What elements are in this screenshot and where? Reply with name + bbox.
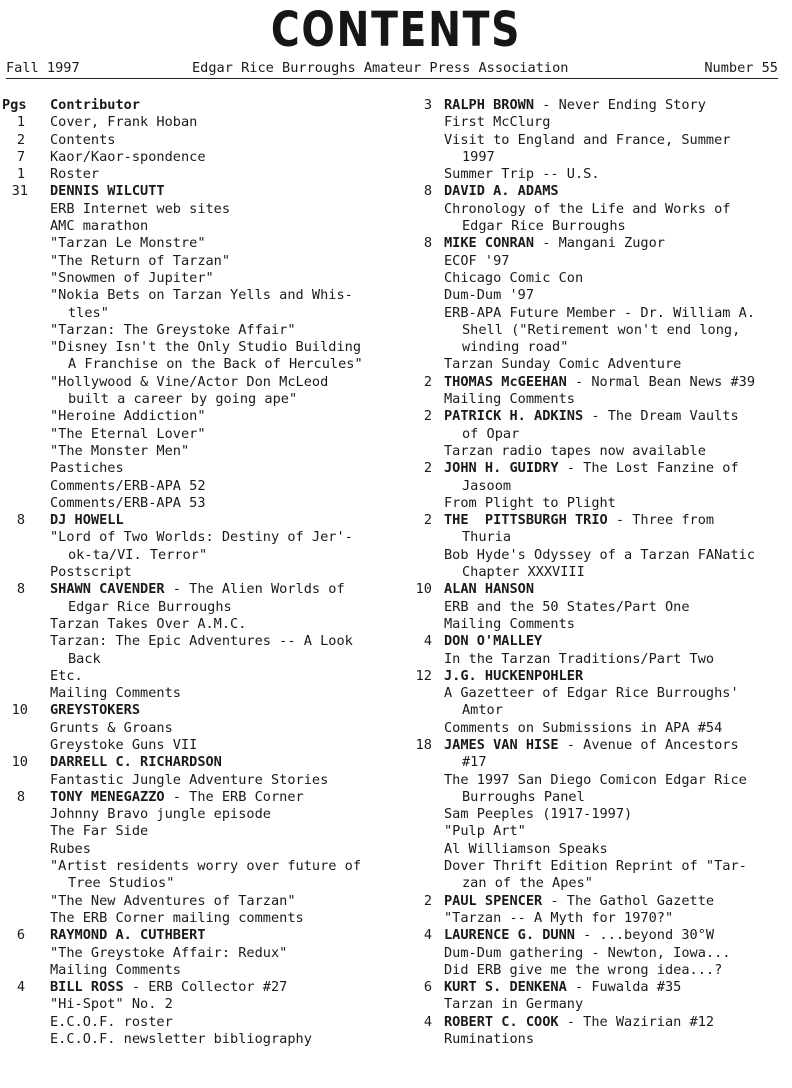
- contributor-name: DON O'MALLEY: [444, 633, 543, 650]
- item-title: Mailing Comments: [50, 685, 181, 702]
- entry-heading: [444, 374, 790, 391]
- contents-line-row: [6, 564, 390, 581]
- page-count: 3: [423, 97, 432, 113]
- zine-title: - Avenue of Ancestors: [558, 736, 739, 753]
- contents-entry-row: [6, 581, 390, 598]
- contributor-name: DENNIS WILCUTT: [50, 183, 165, 200]
- contents-line-row: [6, 720, 390, 737]
- contents-line-row: [6, 737, 390, 754]
- item-title: Johnny Bravo jungle episode: [50, 806, 271, 823]
- contents-entry-row: [402, 1014, 790, 1031]
- contents-line-row: [6, 408, 390, 425]
- page-count: 18: [415, 736, 432, 753]
- contents-line-row: [402, 132, 790, 149]
- contents-line-row: [402, 858, 790, 875]
- contributor-name: BILL ROSS: [50, 979, 124, 996]
- page-count: 8: [423, 235, 432, 252]
- item-title: In the Tarzan Traditions/Part Two: [444, 650, 715, 667]
- item-title: Etc.: [50, 667, 83, 684]
- contents-line-row: [6, 253, 390, 270]
- item-title: Kaor/Kaor-spondence: [50, 148, 206, 165]
- contributor-name: J.G. HUCKENPOHLER: [444, 667, 584, 684]
- issue-date: Fall 1997: [6, 60, 80, 76]
- contents-line-row: [6, 391, 390, 408]
- item-title: From Plight to Plight: [444, 494, 616, 511]
- contents-line-row: [402, 875, 790, 892]
- contents-line-row: [402, 823, 790, 840]
- contents-entry-row: [6, 702, 390, 719]
- contents-line-row: [402, 702, 790, 719]
- contributor-name: SHAWN CAVENDER: [50, 581, 165, 598]
- item-title: Dover Thrift Edition Reprint of "Tar-: [444, 858, 747, 875]
- contents-line-row: [6, 356, 390, 373]
- contents-entry-row: [402, 512, 790, 529]
- contents-line-row: [402, 339, 790, 356]
- contributor-name: JOHN H. GUIDRY: [444, 460, 559, 477]
- item-title: Roster: [50, 166, 100, 183]
- entry-heading: [444, 979, 790, 996]
- contents-line-row: [6, 426, 390, 443]
- contents-line-row: [6, 599, 390, 616]
- item-title: Cover, Frank Hoban: [50, 114, 198, 131]
- contents-line-row: [6, 910, 390, 927]
- item-title: "The Greystoke Affair: Redux": [50, 944, 288, 961]
- page-count: 1: [16, 166, 25, 183]
- contents-entry-row: [6, 132, 390, 149]
- page-count: 6: [16, 927, 25, 944]
- page-count: 10: [415, 581, 432, 598]
- contents-line-row: [402, 841, 790, 858]
- item-title: "Hollywood & Vine/Actor Don McLeod: [50, 373, 329, 390]
- issue-number: Number 55: [704, 60, 778, 76]
- zine-title: - Three from: [607, 512, 715, 529]
- item-title: tles": [68, 304, 109, 321]
- contents-line-row: [6, 1014, 390, 1031]
- organization-name: Edgar Rice Burroughs Amateur Press Association: [192, 60, 569, 76]
- contents-line-row: [6, 547, 390, 564]
- item-title: Visit to England and France, Summer: [444, 131, 731, 148]
- contents-line-row: [6, 823, 390, 840]
- contents-entry-row: [402, 460, 790, 477]
- entry-heading: [444, 235, 790, 252]
- page-count: 2: [423, 460, 432, 477]
- item-title: Back: [68, 650, 101, 667]
- item-title: "Nokia Bets on Tarzan Yells and Whis-: [50, 287, 353, 304]
- item-title: "Tarzan Le Monstre": [50, 235, 206, 252]
- item-title: Ruminations: [444, 1031, 535, 1048]
- item-title: A Franchise on the Back of Hercules": [68, 356, 363, 373]
- contents-line-row: [402, 789, 790, 806]
- entry-heading: [50, 754, 390, 771]
- page-count: 2: [423, 892, 432, 909]
- zine-title: - ...beyond 30°W: [574, 927, 715, 944]
- contents-line-row: [402, 391, 790, 408]
- contents-line-row: [6, 616, 390, 633]
- page-count: 31: [11, 183, 28, 200]
- item-title: Jasoom: [462, 477, 512, 494]
- contents-line-row: [402, 945, 790, 962]
- page-count: 4: [423, 633, 432, 650]
- contributor-name: TONY MENEGAZZO: [50, 788, 165, 805]
- contents-line-row: [402, 287, 790, 304]
- contents-column-left: [2, 97, 390, 1048]
- item-title: Tarzan in Germany: [444, 996, 584, 1013]
- contents-line-row: [6, 806, 390, 823]
- page-count: 12: [415, 667, 432, 684]
- contributor-name: DAVID A. ADAMS: [444, 183, 559, 200]
- item-title: "The New Adventures of Tarzan": [50, 892, 296, 909]
- contents-line-row: [6, 651, 390, 668]
- zine-title: - The Wazirian #12: [558, 1013, 715, 1030]
- contents-line-row: [6, 529, 390, 546]
- item-title: Mailing Comments: [444, 615, 575, 632]
- contents-entry-row: [402, 183, 790, 200]
- contents-line-row: [6, 962, 390, 979]
- item-title: Edgar Rice Burroughs: [68, 598, 232, 615]
- zine-title: - ERB Collector #27: [123, 979, 288, 996]
- contents-line-row: [402, 114, 790, 131]
- contents-line-row: [402, 720, 790, 737]
- issue-header: [6, 58, 778, 79]
- entry-heading: [444, 581, 790, 598]
- contents-entry-row: [402, 633, 790, 650]
- contents-line-row: [6, 772, 390, 789]
- item-title: "The Eternal Lover": [50, 425, 206, 442]
- contents-line-row: [402, 322, 790, 339]
- page-count: 6: [423, 979, 432, 996]
- contributor-name: DJ HOWELL: [50, 512, 124, 529]
- item-title: Rubes: [50, 840, 91, 857]
- entry-heading: [444, 893, 790, 910]
- item-title: "Artist residents worry over future of: [50, 858, 361, 875]
- page-count: 1: [16, 114, 25, 131]
- contributor-name: RAYMOND A. CUTHBERT: [50, 927, 206, 944]
- entry-heading: [50, 979, 390, 996]
- contents-entry-row: [6, 979, 390, 996]
- contents-column-right: [402, 97, 790, 1048]
- zine-title: - Never Ending Story: [534, 97, 706, 113]
- contributor-name: LAURENCE G. DUNN: [444, 927, 575, 944]
- contributor-name: PATRICK H. ADKINS: [444, 408, 584, 425]
- entry-heading: [50, 512, 390, 529]
- contents-entry-row: [6, 183, 390, 200]
- entry-heading: [444, 512, 790, 529]
- contents-entry-row: [6, 166, 390, 183]
- item-title: "Snowmen of Jupiter": [50, 269, 214, 286]
- item-title: Tarzan Sunday Comic Adventure: [444, 356, 682, 373]
- entry-heading: [444, 97, 790, 114]
- contents-entry-row: [402, 408, 790, 425]
- entry-heading: [444, 460, 790, 477]
- contents-entry-row: [402, 737, 790, 754]
- contents-line-row: [402, 599, 790, 616]
- contents-line-row: [6, 633, 390, 650]
- page-count: 2: [16, 131, 25, 148]
- contents-line-row: [402, 772, 790, 789]
- contents-line-row: [6, 996, 390, 1013]
- contents-line-row: [6, 945, 390, 962]
- contents-line-row: [6, 287, 390, 304]
- item-title: ECOF '97: [444, 252, 510, 269]
- contents-line-row: [402, 443, 790, 460]
- item-title: Tarzan: The Epic Adventures -- A Look: [50, 633, 353, 650]
- item-title: "Disney Isn't the Only Studio Building: [50, 339, 361, 356]
- item-title: Dum-Dum '97: [444, 287, 535, 304]
- item-title: Contents: [50, 131, 116, 148]
- item-title: Chicago Comic Con: [444, 269, 584, 286]
- contributor-name: JAMES VAN HISE: [444, 736, 559, 753]
- contents-entry-row: [6, 927, 390, 944]
- item-title: Tarzan Takes Over A.M.C.: [50, 615, 247, 632]
- item-title: "Hi-Spot" No. 2: [50, 996, 173, 1013]
- contents-entry-row: [402, 97, 790, 114]
- contents-line-row: [402, 685, 790, 702]
- contents-line-row: [6, 893, 390, 910]
- entry-heading: [50, 149, 390, 166]
- contents-entry-row: [402, 235, 790, 252]
- page-title: CONTENTS: [270, 2, 522, 58]
- contributor-name: GREYSTOKERS: [50, 702, 141, 719]
- item-title: zan of the Apes": [462, 875, 593, 892]
- page-count: 4: [423, 1013, 432, 1030]
- item-title: "Heroine Addiction": [50, 408, 206, 425]
- item-title: Fantastic Jungle Adventure Stories: [50, 771, 329, 788]
- page-count: 10: [11, 754, 28, 771]
- item-title: ERB and the 50 States/Part One: [444, 598, 690, 615]
- contents-line-row: [6, 858, 390, 875]
- item-title: Chapter XXXVIII: [462, 564, 585, 581]
- contents-line-row: [6, 478, 390, 495]
- zine-title: - Mangani Zugor: [534, 235, 665, 252]
- entry-heading: [50, 789, 390, 806]
- contents-line-row: [6, 235, 390, 252]
- contents-entry-row: [6, 114, 390, 131]
- entry-heading: [444, 737, 790, 754]
- zine-title: - Fuwalda #35: [566, 979, 682, 996]
- item-title: built a career by going ape": [68, 391, 298, 408]
- item-title: AMC marathon: [50, 218, 149, 235]
- item-title: Bob Hyde's Odyssey of a Tarzan FANatic: [444, 546, 755, 563]
- contents-entry-row: [402, 927, 790, 944]
- contents-line-row: [6, 339, 390, 356]
- contents-line-row: [6, 1031, 390, 1048]
- item-title: The 1997 San Diego Comicon Edgar Rice: [444, 771, 747, 788]
- contents-line-row: [402, 305, 790, 322]
- item-title: 1997: [462, 148, 495, 165]
- item-title: Edgar Rice Burroughs: [462, 218, 626, 235]
- entry-heading: [50, 927, 390, 944]
- contents-line-row: [402, 1031, 790, 1048]
- contents-entry-row: [402, 979, 790, 996]
- item-title: ok-ta/VI. Terror": [68, 546, 208, 563]
- contributor-name: KURT S. DENKENA: [444, 979, 567, 996]
- contents-line-row: [402, 910, 790, 927]
- contents-line-row: [402, 616, 790, 633]
- contents-line-row: [6, 875, 390, 892]
- item-title: Greystoke Guns VII: [50, 736, 198, 753]
- item-title: Al Williamson Speaks: [444, 840, 608, 857]
- entry-heading: [444, 927, 790, 944]
- contributor-name: RALPH BROWN: [444, 97, 535, 113]
- contents-line-row: [6, 322, 390, 339]
- entry-heading: [444, 1014, 790, 1031]
- contents-line-row: [402, 478, 790, 495]
- contributor-column-header: Contributor: [50, 97, 141, 113]
- contents-line-row: [402, 495, 790, 512]
- item-title: Mailing Comments: [444, 391, 575, 408]
- page-count: 10: [11, 702, 28, 719]
- zine-title: - The Lost Fanzine of: [558, 460, 739, 477]
- zine-title: - The Alien Worlds of: [164, 581, 345, 598]
- contents-line-row: [6, 218, 390, 235]
- item-title: Grunts & Groans: [50, 719, 173, 736]
- entry-heading: [50, 702, 390, 719]
- contents-line-row: [402, 356, 790, 373]
- contents-entry-row: [6, 512, 390, 529]
- page-count: 8: [16, 512, 25, 529]
- item-title: Comments on Submissions in APA #54: [444, 719, 723, 736]
- item-title: Comments/ERB-APA 53: [50, 494, 206, 511]
- zine-title: - The ERB Corner: [164, 788, 304, 805]
- item-title: E.C.O.F. roster: [50, 1013, 173, 1030]
- page-count: 2: [423, 512, 432, 529]
- item-title: The ERB Corner mailing comments: [50, 909, 304, 926]
- item-title: Summer Trip -- U.S.: [444, 166, 600, 183]
- contents-line-row: [6, 668, 390, 685]
- page-count: 2: [423, 373, 432, 390]
- contributor-name: ROBERT C. COOK: [444, 1013, 559, 1030]
- pages-column-header: Pgs: [2, 97, 27, 113]
- contents-entry-row: [6, 754, 390, 771]
- contents-line-row: [6, 495, 390, 512]
- entry-heading: [444, 668, 790, 685]
- item-title: Chronology of the Life and Works of: [444, 200, 731, 217]
- item-title: Dum-Dum gathering - Newton, Iowa...: [444, 944, 731, 961]
- contents-line-row: [402, 754, 790, 771]
- contents-line-row: [6, 460, 390, 477]
- contents-line-row: [402, 253, 790, 270]
- contributor-name: DARRELL C. RICHARDSON: [50, 754, 222, 771]
- contributor-name: PAUL SPENCER: [444, 892, 543, 909]
- contents-line-row: [6, 201, 390, 218]
- entry-heading: [444, 633, 790, 650]
- item-title: Mailing Comments: [50, 961, 181, 978]
- contents-line-row: [402, 529, 790, 546]
- contents-line-row: [402, 996, 790, 1013]
- item-title: Comments/ERB-APA 52: [50, 477, 206, 494]
- page-count: 4: [16, 979, 25, 996]
- contents-line-row: [402, 426, 790, 443]
- item-title: "Tarzan -- A Myth for 1970?": [444, 909, 674, 926]
- zine-title: - The Dream Vaults: [583, 408, 739, 425]
- item-title: ERB Internet web sites: [50, 200, 231, 217]
- item-title: First McClurg: [444, 114, 551, 131]
- contents-entry-row: [402, 581, 790, 598]
- contributor-name: ALAN HANSON: [444, 581, 535, 598]
- item-title: "The Monster Men": [50, 442, 190, 459]
- page-count: 8: [16, 581, 25, 598]
- contents-line-row: [6, 374, 390, 391]
- contents-entry-row: [402, 374, 790, 391]
- contents-line-row: [6, 841, 390, 858]
- contents-line-row: [6, 270, 390, 287]
- item-title: Tarzan radio tapes now available: [444, 442, 706, 459]
- item-title: "The Return of Tarzan": [50, 252, 231, 269]
- page-count: 8: [16, 788, 25, 805]
- contributor-name: MIKE CONRAN: [444, 235, 535, 252]
- item-title: A Gazetteer of Edgar Rice Burroughs': [444, 685, 739, 702]
- entry-heading: [50, 183, 390, 200]
- contents-entry-row: [6, 149, 390, 166]
- contents-line-row: [6, 443, 390, 460]
- item-title: "Tarzan: The Greystoke Affair": [50, 321, 296, 338]
- entry-heading: [50, 132, 390, 149]
- contents-line-row: [402, 270, 790, 287]
- contents-line-row: [402, 962, 790, 979]
- contents-entry-row: [402, 893, 790, 910]
- item-title: winding road": [462, 339, 569, 356]
- item-title: Shell ("Retirement won't end long,: [462, 321, 741, 338]
- contents-line-row: [402, 166, 790, 183]
- entry-heading: [444, 408, 790, 425]
- item-title: "Pulp Art": [444, 823, 526, 840]
- contents-line-row: [402, 806, 790, 823]
- item-title: Pastiches: [50, 460, 124, 477]
- item-title: of Opar: [462, 425, 520, 442]
- item-title: Tree Studios": [68, 875, 175, 892]
- contents-line-row: [402, 564, 790, 581]
- contributor-name: THE PITTSBURGH TRIO: [444, 512, 608, 529]
- item-title: Sam Peeples (1917-1997): [444, 806, 633, 823]
- zine-title: - The Gathol Gazette: [542, 892, 715, 909]
- contents-line-row: [6, 305, 390, 322]
- entry-heading: [50, 581, 390, 598]
- item-title: Amtor: [462, 702, 503, 719]
- item-title: The Far Side: [50, 823, 149, 840]
- item-title: Postscript: [50, 564, 132, 581]
- item-title: ERB-APA Future Member - Dr. William A.: [444, 304, 755, 321]
- contents-line-row: [402, 651, 790, 668]
- item-title: #17: [462, 754, 487, 771]
- item-title: Burroughs Panel: [462, 788, 585, 805]
- contents-entry-row: [402, 668, 790, 685]
- zine-title: - Normal Bean News #39: [566, 373, 756, 390]
- entry-heading: [444, 183, 790, 200]
- item-title: "Lord of Two Worlds: Destiny of Jer'-: [50, 529, 353, 546]
- entry-heading: [50, 166, 390, 183]
- item-title: Thuria: [462, 529, 512, 546]
- page-count: 4: [423, 927, 432, 944]
- page-count: 8: [423, 183, 432, 200]
- contents-line-row: [402, 547, 790, 564]
- contributor-name: THOMAS McGEEHAN: [444, 373, 567, 390]
- contents-entry-row: [6, 789, 390, 806]
- page-count: 2: [423, 408, 432, 425]
- contents-line-row: [6, 685, 390, 702]
- contents-line-row: [402, 218, 790, 235]
- contents-line-row: [402, 149, 790, 166]
- page-count: 7: [16, 148, 25, 165]
- item-title: E.C.O.F. newsletter bibliography: [50, 1031, 312, 1048]
- contents-line-row: [402, 201, 790, 218]
- entry-heading: [50, 114, 390, 131]
- item-title: Did ERB give me the wrong idea...?: [444, 961, 723, 978]
- column-header-row: [2, 97, 390, 114]
